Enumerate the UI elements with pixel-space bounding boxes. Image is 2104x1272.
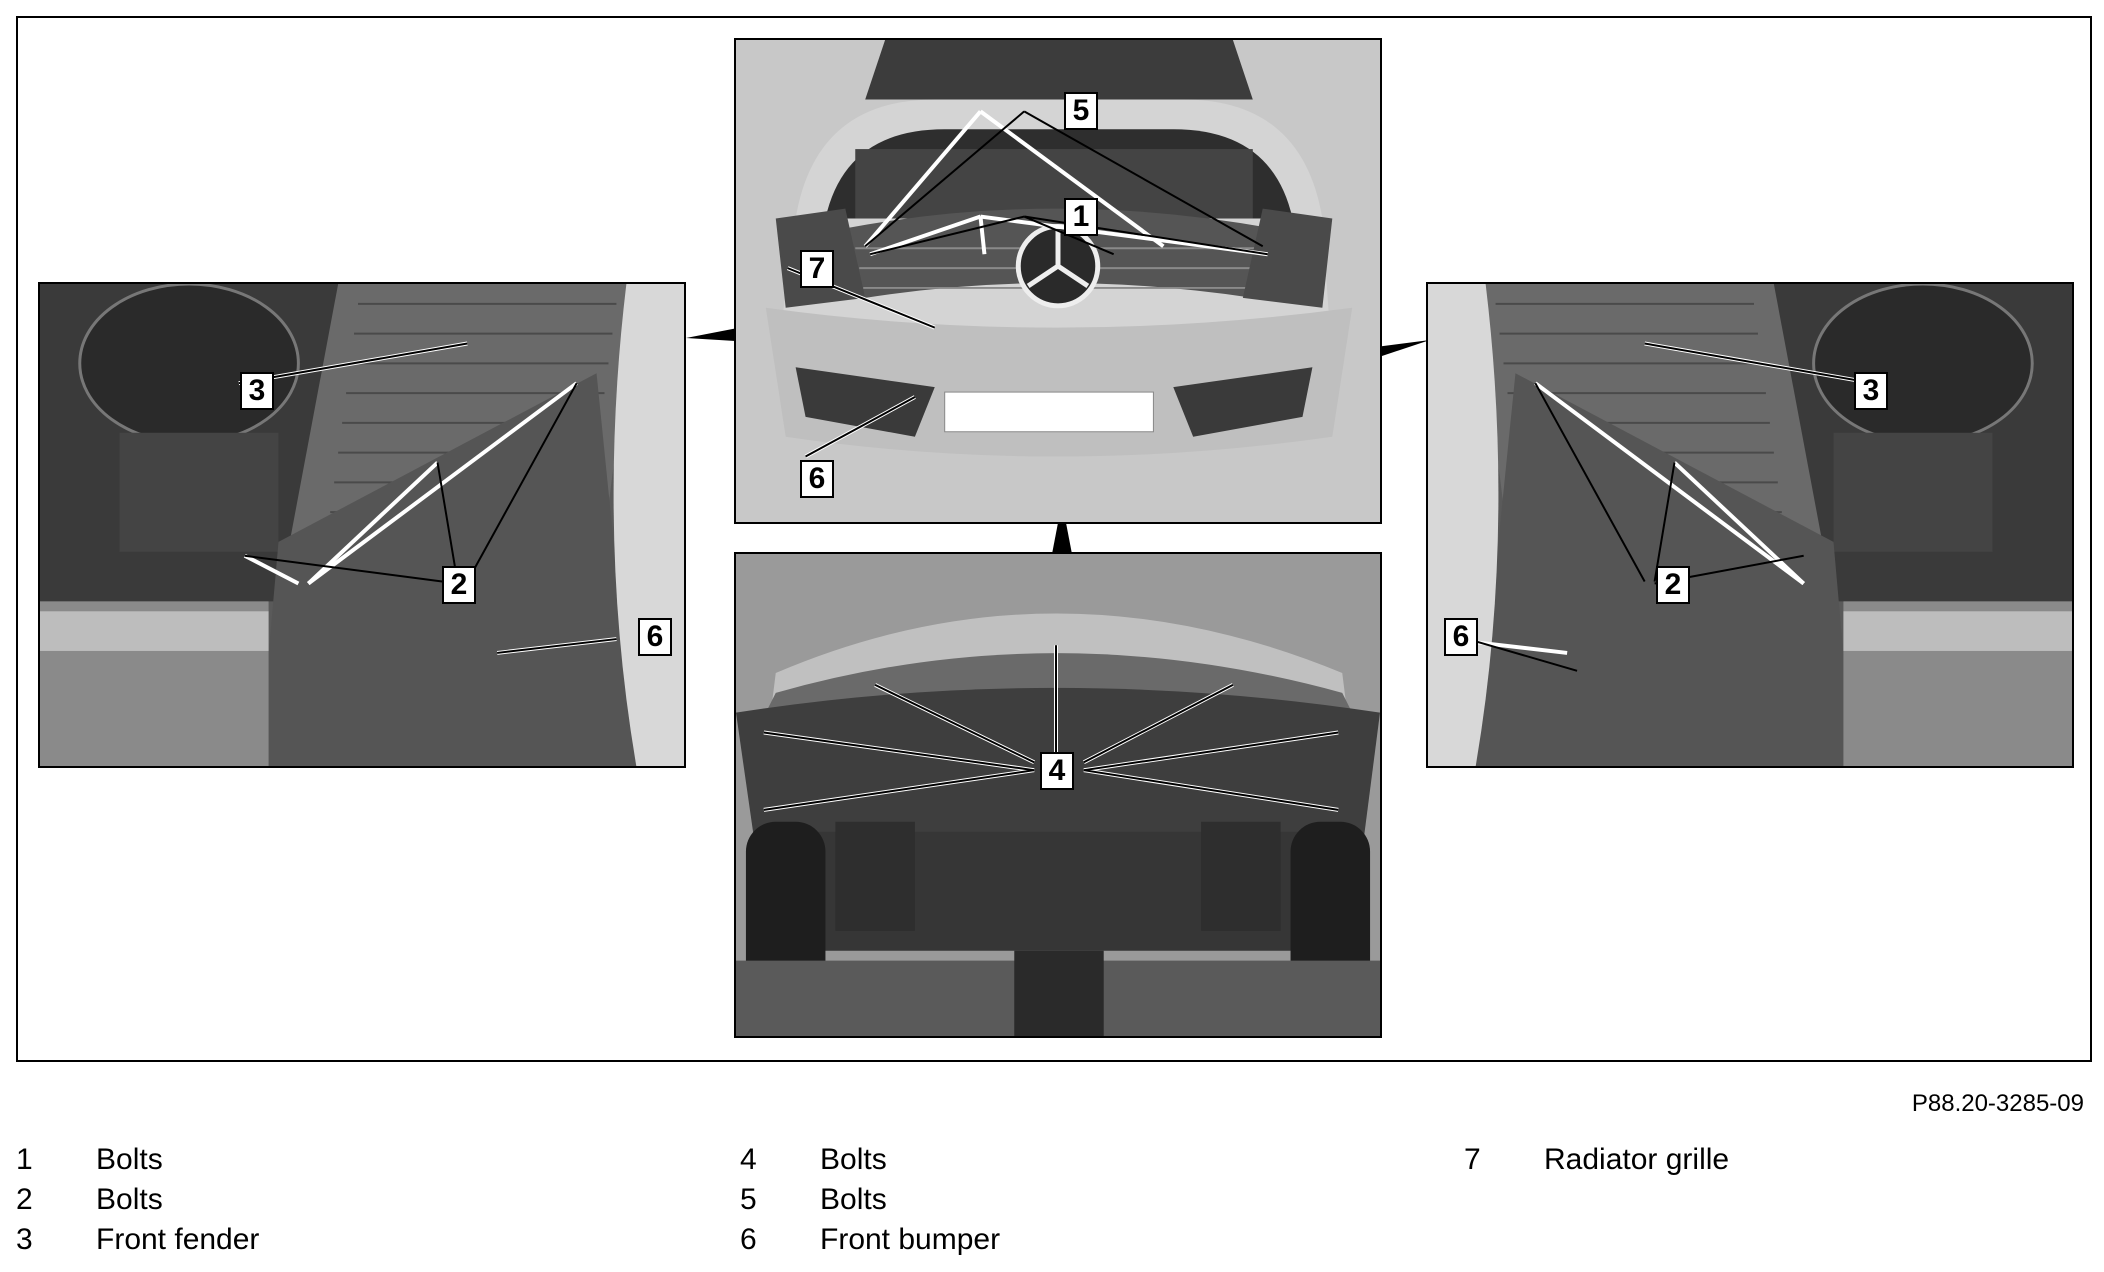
callout-2-right: 2	[1656, 566, 1690, 604]
photo-left-detail	[38, 282, 686, 768]
legend-column-2	[740, 1140, 1000, 1260]
callout-5-top: 5	[1064, 92, 1098, 130]
callout-6-right: 6	[1444, 618, 1478, 656]
legend-item	[16, 1140, 259, 1180]
legend-number: 3	[16, 1223, 33, 1256]
legend-column-1	[16, 1140, 259, 1260]
photo-underbody	[734, 552, 1382, 1038]
legend-number: 2	[16, 1183, 33, 1216]
legend-number: 7	[1464, 1143, 1481, 1176]
legend-item	[16, 1180, 259, 1220]
legend-number: 1	[16, 1143, 33, 1176]
callout-4-bottom: 4	[1040, 752, 1074, 790]
legend-item	[1464, 1140, 1729, 1180]
legend-label: Bolts	[820, 1143, 887, 1176]
callout-3-left: 3	[240, 372, 274, 410]
legend-label: Bolts	[820, 1183, 887, 1216]
legend-number: 5	[740, 1183, 757, 1216]
callout-3-right: 3	[1854, 372, 1888, 410]
callout-7-top: 7	[800, 250, 834, 288]
figure-frame	[16, 16, 2092, 1062]
legend-label: Front fender	[96, 1223, 260, 1256]
legend-label: Radiator grille	[1544, 1143, 1730, 1176]
legend-item	[16, 1220, 259, 1260]
callout-6-top: 6	[800, 460, 834, 498]
callout-2-left: 2	[442, 566, 476, 604]
legend-number: 6	[740, 1223, 757, 1256]
legend-label: Front bumper	[820, 1223, 1001, 1256]
legend-item	[740, 1140, 1000, 1180]
legend-label: Bolts	[96, 1183, 163, 1216]
legend-item	[740, 1220, 1000, 1260]
legend-label: Bolts	[96, 1143, 163, 1176]
legend-number: 4	[740, 1143, 757, 1176]
legend-column-3	[1464, 1140, 1729, 1180]
legend-item	[740, 1180, 1000, 1220]
photo-right-detail	[1426, 282, 2074, 768]
callout-6-left: 6	[638, 618, 672, 656]
figure-reference-code: P88.20-3285-09	[1911, 1090, 2084, 1117]
callout-1-top: 1	[1064, 198, 1098, 236]
